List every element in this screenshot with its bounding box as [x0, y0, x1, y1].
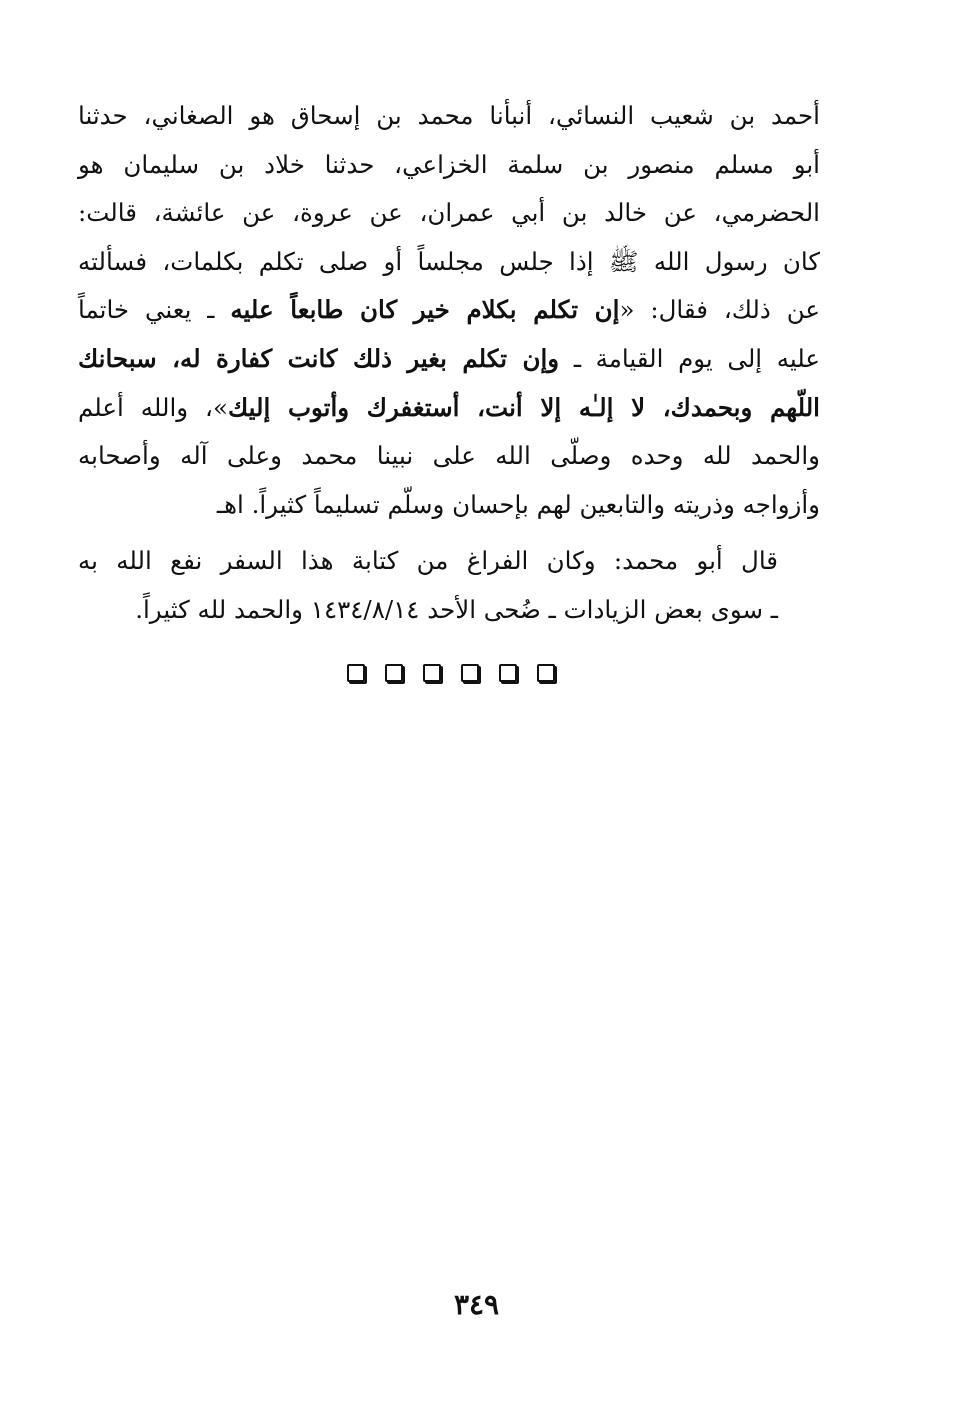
- text-segment: عليه إلى يوم القيامة ـ: [559, 343, 821, 373]
- page-number: ٣٤٩: [453, 1288, 500, 1321]
- text-segment: الحضرمي، عن خالد بن أبي عمران، عن عروة، عن عائشة، قالت:: [78, 198, 820, 228]
- text-segment: أبو مسلم منصور بن سلمة الخزاعي، حدثنا خلاد بن سليمان هو: [78, 149, 820, 179]
- text-line: [78, 189, 820, 238]
- text-line: [78, 481, 820, 530]
- text-segment: والحمد لله وحده وصلّى الله على نبينا محمد وعلى آله وأصحابه: [78, 441, 820, 471]
- text-segment: »، والله أعلم: [78, 392, 228, 422]
- text-line: [78, 586, 820, 635]
- text-line: [78, 141, 820, 190]
- square-ornament-icon: [423, 664, 441, 682]
- text-segment: ـ يعني خاتماً: [78, 295, 231, 325]
- text-segment: أحمد بن شعيب النسائي، أنبأنا محمد بن إسحاق هو الصغاني، حدثنا: [78, 101, 820, 130]
- square-ornament-icon: [461, 664, 479, 682]
- bold-text-segment: إن تكلم بكلام خير كان طابعاً عليه: [230, 295, 620, 325]
- text-line: [78, 286, 820, 335]
- text-line: [78, 432, 820, 481]
- square-ornament-icon: [537, 664, 555, 682]
- text-segment: كان رسول الله ﷺ إذا جلس مجلساً أو صلى تكلم بكلمات، فسألته: [78, 246, 820, 276]
- paragraph-colophon: [78, 537, 820, 634]
- text-segment: ـ سوى بعض الزيادات ـ ضُحى الأحد ١٤٣٤/٨/١٤ والحمد لله كثيراً.: [135, 594, 778, 624]
- square-ornament-icon: [347, 664, 365, 682]
- main-text: [78, 92, 820, 635]
- text-line: [78, 384, 820, 433]
- text-segment: عن ذلك، فقال: «: [619, 295, 820, 325]
- square-ornament-icon: [499, 664, 517, 682]
- text-segment: قال أبو محمد: وكان الفراغ من كتابة هذا السفر نفع الله به: [78, 546, 778, 576]
- square-ornament-icon: [385, 664, 403, 682]
- text-line: [78, 537, 820, 586]
- section-end-ornaments: [347, 662, 555, 688]
- text-line: [78, 335, 820, 384]
- text-line: [78, 238, 820, 287]
- bold-text-segment: اللّهم وبحمدك، لا إلـٰه إلا أنت، أستغفرك وأتوب إليك: [227, 392, 820, 422]
- bold-text-segment: وإن تكلم بغير ذلك كانت كفارة له، سبحانك: [78, 343, 560, 373]
- text-segment: وأزواجه وذريته والتابعين لهم بإحسان وسلّم تسليماً كثيراً. اهـ: [216, 489, 820, 519]
- text-line: [78, 92, 820, 141]
- paragraph-hadith: [78, 92, 820, 529]
